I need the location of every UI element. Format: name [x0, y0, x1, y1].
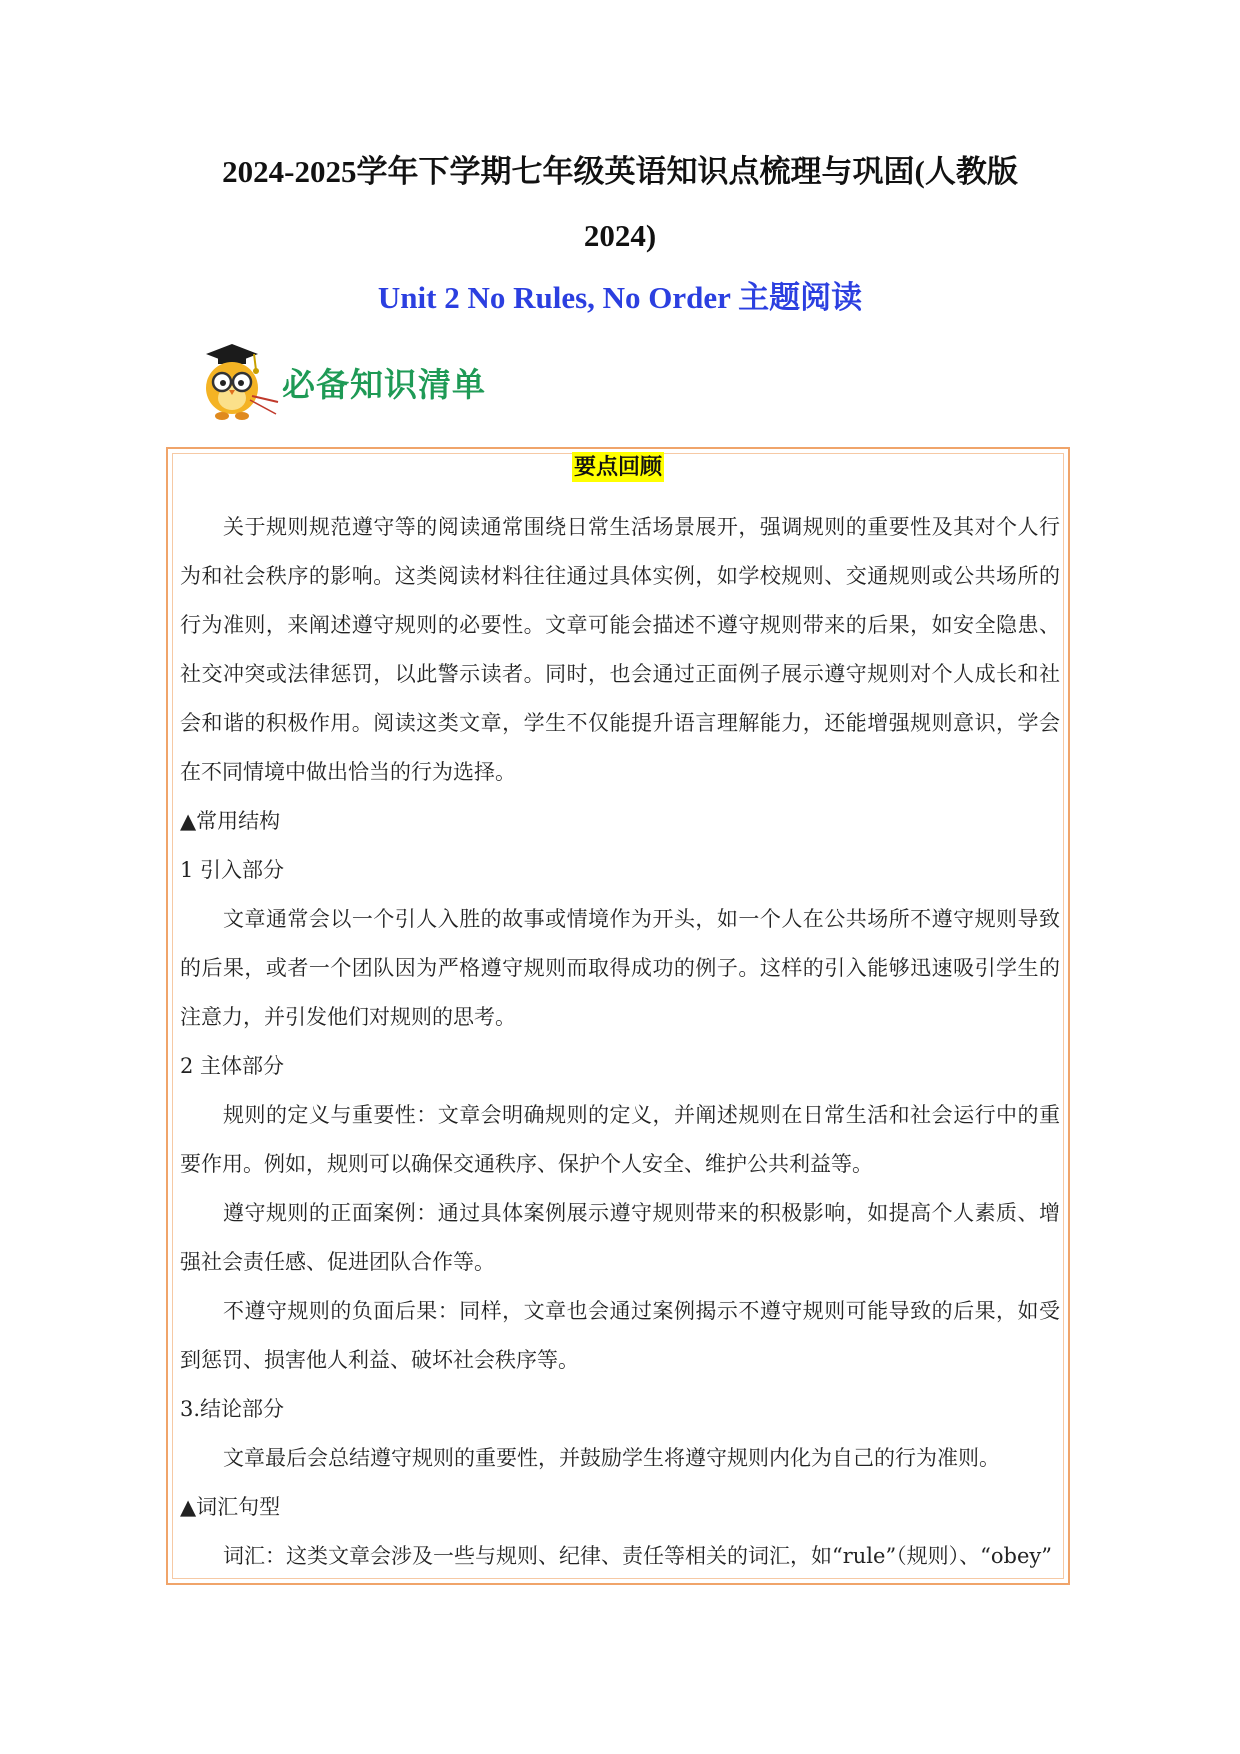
box-content — [180, 503, 1060, 1581]
structure-label: ▲常用结构 — [180, 809, 281, 833]
section-title: 必备知识清单 — [282, 364, 486, 404]
part2-paragraph-b: 遵守规则的正面案例：通过具体案例展示遵守规则带来的积极影响，如提高个人素质、增强社会责任感、促进团队合作等。 — [180, 1201, 1060, 1274]
title-line-2: 2024) — [583, 218, 657, 253]
part3-label: 3.结论部分 — [180, 1397, 285, 1421]
unit-subtitle: Unit 2 No Rules, No Order 主题阅读 — [377, 280, 863, 315]
intro-paragraph: 关于规则规范遵守等的阅读通常围绕日常生活场景展开，强调规则的重要性及其对个人行为和社会秩序的影响。这类阅读材料往往通过具体实例，如学校规则、交通规则或公共场所的行为准则，来阐述遵守规则的必要性。文章可能会描述不遵守规则带来的后果，如安全隐患、社交冲突或法律惩罚，以此警示读者。同时，也会通过正面例子展示遵守规则对个人成长和社会和谐的积极作用。阅读这类文章，学生不仅能提升语言理解能力，还能增强规则意识，学会在不同情境中做出恰当的行为选择。 — [180, 515, 1060, 784]
owl-teacher-icon — [188, 340, 280, 424]
part2-paragraph-c: 不遵守规则的负面后果：同样，文章也会通过案例揭示不遵守规则可能导致的后果，如受到惩罚、损害他人利益、破坏社会秩序等。 — [180, 1299, 1060, 1372]
vocab-paragraph: 词汇：这类文章会涉及一些与规则、纪律、责任等相关的词汇，如“rule”（规则）、“obey” — [223, 1544, 1053, 1568]
section-header — [188, 340, 486, 424]
part3-paragraph: 文章最后会总结遵守规则的重要性，并鼓励学生将遵守规则内化为自己的行为准则。 — [223, 1446, 1000, 1470]
part1-label: 1 引入部分 — [180, 858, 285, 882]
part2-label: 2 主体部分 — [180, 1054, 285, 1078]
vocab-label: ▲词汇句型 — [180, 1495, 281, 1519]
document-title — [150, 140, 1090, 268]
title-line-1: 2024-2025学年下学期七年级英语知识点梳理与巩固(人教版 — [222, 154, 1018, 189]
box-heading — [168, 449, 1068, 482]
box-heading-text: 要点回顾 — [573, 454, 662, 480]
part1-paragraph: 文章通常会以一个引人入胜的故事或情境作为开头，如一个人在公共场所不遵守规则导致的后果，或者一个团队因为严格遵守规则而取得成功的例子。这样的引入能够迅速吸引学生的注意力，并引发他们对规则的思考。 — [180, 907, 1060, 1029]
key-points-box — [166, 447, 1070, 1585]
part2-paragraph-a: 规则的定义与重要性：文章会明确规则的定义，并阐述规则在日常生活和社会运行中的重要作用。例如，规则可以确保交通秩序、保护个人安全、维护公共利益等。 — [180, 1103, 1060, 1176]
